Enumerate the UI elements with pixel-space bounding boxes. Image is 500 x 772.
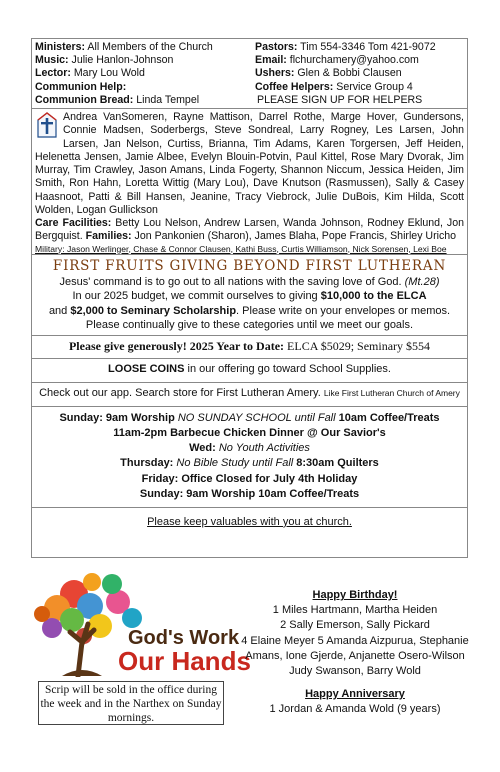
music-value: Julie Hanlon-Johnson	[71, 54, 174, 67]
pastors-label: Pastors:	[255, 41, 298, 53]
coins-text: in our offering go toward School Supplies.	[187, 363, 391, 376]
contacts-row	[35, 81, 464, 94]
birthday-title: Happy Birthday!	[312, 589, 398, 601]
ushers-label: Ushers:	[255, 67, 295, 80]
pastors-value: Tim 554-3346 Tom 421-9072	[300, 41, 436, 53]
bread-label: Communion Bread:	[35, 93, 134, 106]
valuables-text: Please keep valuables with you at church.	[147, 515, 352, 528]
gods-work-logo	[32, 572, 251, 677]
email-label: Email:	[255, 54, 287, 67]
coins-label: LOOSE COINS	[108, 363, 185, 376]
birthday-line: 2 Sally Emerson, Sally Pickard	[280, 619, 430, 632]
contacts-row	[35, 67, 464, 80]
fri-line: Friday: Office Closed for July 4th Holiday	[141, 472, 358, 485]
ff-line4: Please continually give to these categories until we meet our goals.	[85, 319, 414, 332]
sun1-note: NO SUNDAY SCHOOL until Fall	[177, 411, 336, 424]
bulletin-box	[31, 38, 468, 558]
schedule-section	[32, 406, 467, 507]
ff-seminary-amount: $2,000 to Seminary Scholarship	[70, 304, 237, 317]
ff-line3-post: . Please write on your envelopes or memos.	[236, 304, 451, 317]
birthday-line: 4 Elaine Meyer 5 Amanda Aizpurua, Stephanie	[241, 634, 469, 647]
celebrations	[240, 588, 470, 717]
first-fruits-title: FIRST FRUITS GIVING BEYOND FIRST LUTHERAN	[52, 258, 447, 275]
logo-line1: God's Work	[128, 627, 240, 649]
wed-label: Wed:	[189, 442, 216, 455]
sun1-worship: Sunday: 9am Worship	[59, 411, 175, 424]
sun2-line: Sunday: 9am Worship 10am Coffee/Treats	[139, 487, 360, 500]
bbq-line: 11am-2pm Barbecue Chicken Dinner @ Our Savior's	[113, 426, 386, 439]
contacts-table	[32, 39, 467, 108]
ff-line2: In our 2025 budget, we commit ourselves to giving	[72, 290, 318, 303]
families-label: Families:	[85, 230, 132, 243]
contacts-row	[35, 94, 464, 107]
birthday-line: 1 Miles Hartmann, Martha Heiden	[272, 604, 438, 617]
valuables-section	[32, 507, 467, 540]
ushers-value: Glen & Bobbi Clausen	[297, 67, 402, 80]
thu-note: No Bible Study until Fall	[176, 457, 294, 470]
coffee-label: Coffee Helpers:	[255, 80, 334, 93]
coffee-value: Service Group 4	[336, 80, 413, 93]
birthday-line: Amans, Ione Gjerde, Anjanette Osero-Wilson	[245, 649, 465, 662]
lector-label: Lector:	[35, 67, 71, 80]
bread-value: Linda Tempel	[136, 93, 200, 106]
contacts-row	[35, 54, 464, 67]
ytd-section	[32, 335, 467, 358]
ministers-label: Ministers:	[35, 41, 86, 53]
ff-line1: Jesus' command is to go out to all nations with the saving love of God.	[59, 276, 402, 289]
app-section	[32, 382, 467, 406]
anniversary-title: Happy Anniversary	[305, 688, 405, 701]
signup-text: PLEASE SIGN UP FOR HELPERS	[257, 93, 423, 106]
ff-ref: (Mt.28)	[404, 276, 440, 289]
communion-help-label: Communion Help:	[35, 80, 127, 93]
ytd-value: ELCA $5029; Seminary $554	[287, 339, 431, 354]
ytd-label: Please give generously! 2025 Year to Date:	[68, 339, 285, 354]
military-list: Military: Jason Werlinger, Chase & Connor Clausen, Kathi Buss, Curtis Williamson, Nick Sorensen, Lexi Boe	[35, 243, 447, 254]
scrip-notice	[38, 681, 224, 725]
birthday-line: Judy Swanson, Barry Wold	[289, 664, 421, 677]
email-value[interactable]: flchurchamery@yahoo.com	[289, 54, 419, 67]
app-facebook: Like First Lutheran Church of Amery	[323, 388, 460, 399]
logo-line2: Our Hands	[118, 646, 251, 676]
contacts-row	[35, 41, 464, 54]
app-text: Check out our app. Search store for First Lutheran Amery.	[39, 387, 321, 400]
care-value: Betty Lou Nelson, Andrew Larsen, Wanda Johnson, Rodney Eklund, Jon Bergquist.	[35, 217, 464, 243]
thu-label: Thursday:	[120, 457, 174, 470]
thu-quilters: 8:30am Quilters	[296, 457, 379, 470]
praying-cross-icon	[35, 112, 59, 138]
ff-line3-pre: and	[48, 304, 68, 317]
sun1-coffee: 10am Coffee/Treats	[338, 411, 440, 424]
coins-section	[32, 358, 467, 382]
music-label: Music:	[35, 54, 69, 67]
ministers-value: All Members of the Church	[87, 41, 213, 53]
wed-note: No Youth Activities	[218, 442, 310, 455]
anniversary-line: 1 Jordan & Amanda Wold (9 years)	[269, 703, 441, 716]
prayer-names: Andrea VanSomeren, Rayne Mattison, Darrel Rothe, Marge Hover, Gundersons, Connie Madsen, Soderbergs, Steve Sondreal, Larry Rogney, Les Larsen, John Larsen, Jan Nelson, Curtiss, Brianna, Tim Adams, Karen Torgersen, Jeff Heiden, Helenetta Jensen, Jamie Albee, Evelyn Blouin-Potvin, Paul Kittel, Rose Mary Dvorak, Jim Murray, Tim Crawley, Jason Amans, Linda Fogerty, Shannon Niccum, Jessica Heiden, Jim Smith, Ron Hahn, Loretta Wittig (Mary Lou), Dave Knutson (Rasmussen), Sally & Casey Haasnoot, Patti & Bill Hansen, Jeanine, Tracy Viebrock, Julie DuBois, Kim Hilda, Scott Wolden, Logan Gullickson	[35, 111, 464, 216]
scrip-text: Scrip will be sold in the office during the week and in the Narthex on Sunday mornings.	[40, 684, 222, 724]
care-label: Care Facilities:	[35, 217, 112, 230]
prayer-list	[32, 108, 467, 254]
lector-value: Mary Lou Wold	[73, 67, 145, 80]
ff-elca-amount: $10,000 to the ELCA	[320, 290, 427, 303]
first-fruits-section	[32, 254, 467, 335]
families-value: Jon Pankonien (Sharon), James Blaha, Pope Francis, Shirley Uricho	[134, 230, 457, 243]
